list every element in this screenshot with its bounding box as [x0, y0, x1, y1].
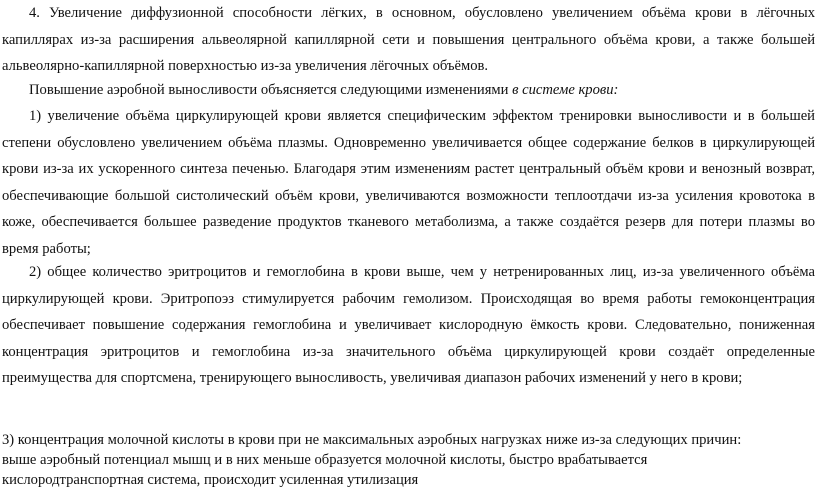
- lactic-acid-line-1: 3) концентрация молочной кислоты в крови при не максимальных аэробных нагрузках ниже из-за следующих причин:: [2, 432, 742, 448]
- paragraph-aerobic-endurance-intro: [2, 77, 815, 104]
- lactic-acid-line-2: выше аэробный потенциал мышц и в них меньше образуется молочной кислоты, быстро врабатывается: [2, 452, 648, 468]
- intro-text: Повышение аэробной выносливости объясняется следующими изменениями: [29, 82, 513, 98]
- paragraph-erythrocytes: 2) общее количество эритроцитов и гемоглобина в крови выше, чем у нетренированных лиц, из-за увеличенного объёма циркулирующей крови. Эритропоэз стимулируется рабочим гемолизом. Происходящая во время работы гемоконцентрация обеспечивает повышение содержания гемоглобина и увеличивает кислородную ёмкость крови. Следовательно, пониженная концентрация эритроцитов и гемоглобина из-за значительного объёма циркулирующей крови создаёт определенные преимущества для спортсмена, тренирующего выносливость, увеличивая диапазон рабочих изменений у него в крови;: [2, 264, 815, 386]
- document-page: [2, 0, 816, 486]
- paragraph-blood-volume: 1) увеличение объёма циркулирующей крови является специфическим эффектом тренировки выносливости и в большей степени обусловлено увеличением объёма плазмы. Одновременно увеличивается общее содержание белков в циркулирующей крови из-за их ускоренного синтеза печенью. Благодаря этим изменениям растет центральный объём крови и венозный возврат, обеспечивающие большой систолический объём крови, увеличиваются возможности теплоотдачи из-за усиления кровотока в коже, обеспечивается большее разведение продуктов тканевого метаболизма, а также создаётся резерв для потери плазмы во время работы;: [2, 108, 815, 257]
- lactic-acid-line-3: кислородтранспортная система, происходит усиленная утилизация: [2, 472, 419, 488]
- intro-emphasis: в системе крови:: [512, 82, 619, 98]
- paragraph-lactic-acid: [2, 430, 815, 490]
- paragraph-lung-diffusion: 4. Увеличение диффузионной способности лёгких, в основном, обусловлено увеличением объёма крови в лёгочных капиллярах из-за расширения альвеолярной капиллярной сети и повышения центрального объёма крови, а также большей альвеолярно-капиллярной поверхностью из-за увеличения лёгочных объёмов.: [2, 5, 815, 74]
